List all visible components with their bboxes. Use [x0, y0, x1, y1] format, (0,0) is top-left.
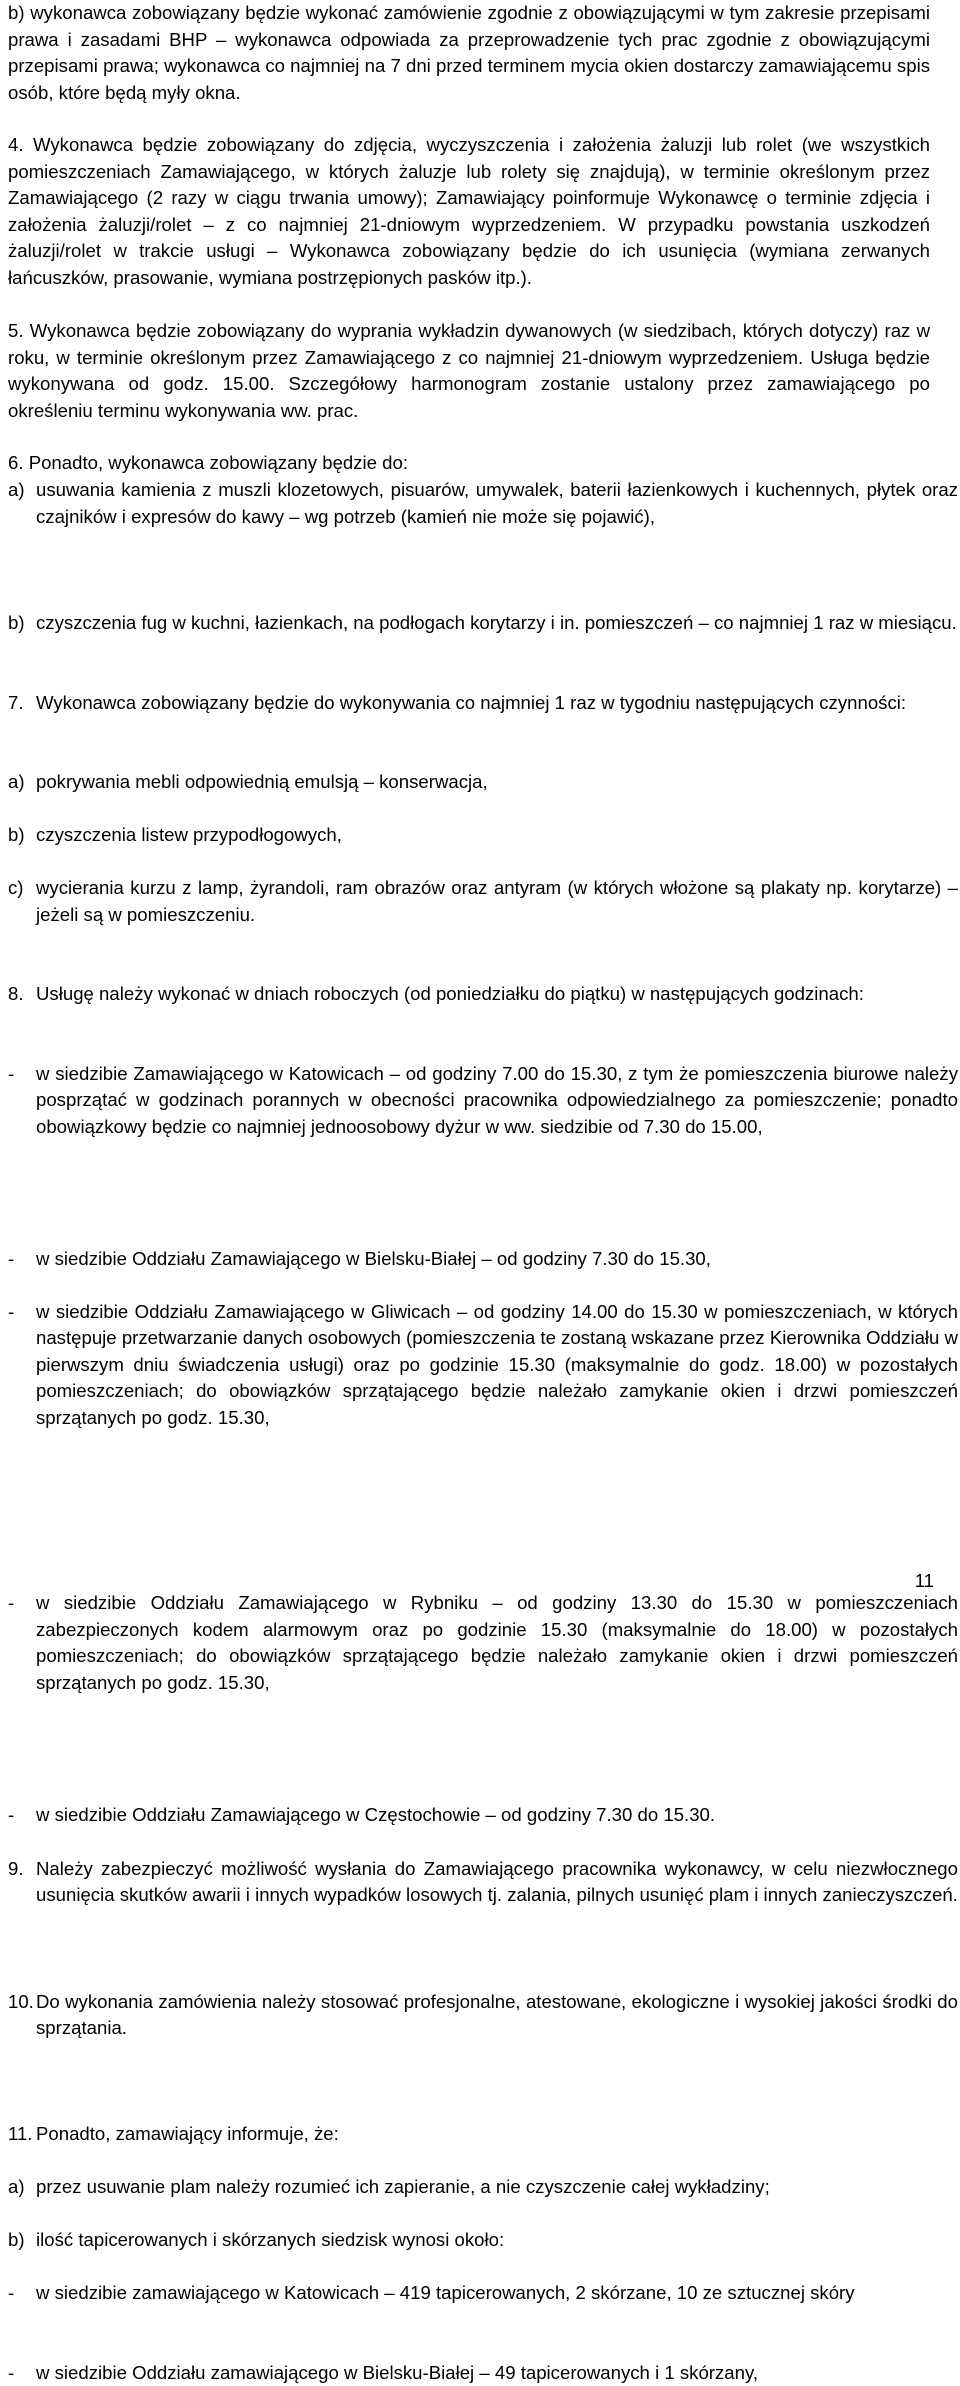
- item-text: Do wykonania zamówienia należy stosować profesjonalne, atestowane, ekologiczne i wysokiej jakości środki do sprzątania.: [36, 1989, 958, 2042]
- item-label: 6.: [8, 452, 24, 473]
- item-label: -: [8, 2280, 14, 2307]
- item-label: a): [8, 477, 25, 504]
- item-text: w siedzibie Oddziału Zamawiającego w Rybniku – od godziny 13.30 do 15.30 w pomieszczeniach zabezpieczonych kodem alarmowym oraz po godzinie 15.30 (maksymalnie do 18.00) w pozostałych pomieszczeniach; do obowiązków sprzątającego będzie należało zamykanie okien i drzwi pomieszczeń sprzątanych po godz. 15.30,: [36, 1590, 958, 1696]
- item-label: b): [8, 822, 25, 849]
- list-item-8-katowice: [8, 1061, 958, 1141]
- item-text: w siedzibie Zamawiającego w Katowicach – od godziny 7.00 do 15.30, z tym że pomieszczenia biurowe należy posprzątać w godzinach porannych w obecności pracownika odpowiedzialnego za pomieszczenie; ponadto obowiązkowy będzie co najmniej jednoosobowy dyżur w ww. siedzibie od 7.30 do 15.00,: [36, 1061, 958, 1141]
- item-label: -: [8, 1061, 14, 1088]
- paragraph-10: [8, 1989, 958, 2042]
- item-label: 11.: [8, 2121, 32, 2148]
- list-item-11-katowice: [8, 2280, 958, 2307]
- paragraph-6: [8, 450, 930, 477]
- item-text: przez usuwanie plam należy rozumieć ich zapieranie, a nie czyszczenie całej wykładziny;: [36, 2174, 958, 2201]
- item-text: Wykonawca zobowiązany będzie do wykonywania co najmniej 1 raz w tygodniu następujących czynności:: [36, 690, 958, 717]
- list-item-6a: [8, 477, 958, 530]
- item-text: Wykonawca będzie zobowiązany do zdjęcia, wyczyszczenia i założenia żaluzji lub rolet (we wszystkich pomieszczeniach Zamawiającego, w których żaluzje lub rolety się znajdują), w terminie określonym przez Zamawiającego (2 razy w ciągu trwania umowy); Zamawiający poinformuje Wykonawcę o terminie zdjęcia i założenia żaluzji/rolet – z co najmniej 21-dniowym wyprzedzeniem. W przypadku powstania uszkodzeń żaluzji/rolet w trakcie usługi – Wykonawca zobowiązany będzie do ich usunięcia (wymiana zerwanych łańcuszków, prasowanie, wymiana postrzępionych pasków itp.).: [8, 134, 930, 288]
- item-label: 9.: [8, 1856, 24, 1883]
- paragraph-9: [8, 1856, 958, 1909]
- item-label: 8.: [8, 981, 24, 1008]
- item-label: -: [8, 2360, 14, 2386]
- page-number: 11: [915, 1568, 934, 1595]
- list-item-8-czestochowa: [8, 1802, 958, 1829]
- paragraph-8: [8, 981, 958, 1008]
- list-item-6b: [8, 610, 958, 637]
- item-text: czyszczenia fug w kuchni, łazienkach, na podłogach korytarzy i in. pomieszczeń – co najmniej 1 raz w miesiącu.: [36, 610, 958, 637]
- item-label: b): [8, 2, 25, 23]
- paragraph-7: [8, 690, 958, 717]
- list-item-7c: [8, 875, 958, 928]
- item-label: -: [8, 1299, 14, 1326]
- item-label: c): [8, 875, 24, 902]
- item-label: a): [8, 2174, 25, 2201]
- item-label: -: [8, 1802, 14, 1829]
- paragraph-4: [8, 132, 930, 291]
- list-item-11a: [8, 2174, 958, 2201]
- item-label: 4.: [8, 134, 24, 155]
- item-text: Należy zabezpieczyć możliwość wysłania do Zamawiającego pracownika wykonawcy, w celu niezwłocznego usunięcia skutków awarii i innych wypadków losowych tj. zalania, pilnych usunięć plam i innych zanieczyszczeń.: [36, 1856, 958, 1909]
- item-text: Usługę należy wykonać w dniach roboczych (od poniedziałku do piątku) w następujących godzinach:: [36, 981, 958, 1008]
- item-text: w siedzibie Oddziału Zamawiającego w Częstochowie – od godziny 7.30 do 15.30.: [36, 1802, 958, 1829]
- item-text: w siedzibie Oddziału Zamawiającego w Gliwicach – od godziny 14.00 do 15.30 w pomieszczeniach, w których następuje przetwarzanie danych osobowych (pomieszczenia te zostaną wskazane przez Kierownika Oddziału w pierwszym dniu świadczenia usługi) oraz po godzinie 15.30 (maksymalnie do godz. 18.00) w pozostałych pomieszczeniach; do obowiązków sprzątającego będzie należało zamykanie okien i drzwi pomieszczeń sprzątanych po godz. 15.30,: [36, 1299, 958, 1432]
- item-label: b): [8, 2227, 25, 2254]
- item-text: wycierania kurzu z lamp, żyrandoli, ram obrazów oraz antyram (w których włożone są plakaty np. korytarze) – jeżeli są w pomieszczeniu.: [36, 875, 958, 928]
- list-item-8-rybnik: [8, 1590, 958, 1696]
- item-label: -: [8, 1590, 14, 1617]
- list-item-8-gliwice: [8, 1299, 958, 1432]
- paragraph-5: [8, 318, 930, 424]
- item-label: 10.: [8, 1989, 34, 2016]
- paragraph-11: [8, 2121, 958, 2148]
- item-text: ilość tapicerowanych i skórzanych siedzisk wynosi około:: [36, 2227, 958, 2254]
- item-text: wykonawca zobowiązany będzie wykonać zamówienie zgodnie z obowiązującymi w tym zakresie przepisami prawa i zasadami BHP – wykonawca odpowiada za przeprowadzenie tych prac zgodnie z obowiązującymi przepisami prawa; wykonawca co najmniej na 7 dni przed terminem mycia okien dostarczy zamawiającemu spis osób, które będą myły okna.: [8, 2, 930, 103]
- paragraph-b: [8, 0, 930, 106]
- item-label: 7.: [8, 690, 24, 717]
- item-text: usuwania kamienia z muszli klozetowych, pisuarów, umywalek, baterii łazienkowych i kuchennych, płytek oraz czajników i expresów do kawy – wg potrzeb (kamień nie może się pojawić),: [36, 477, 958, 530]
- list-item-11-bielsko: [8, 2360, 958, 2386]
- item-text: Ponadto, zamawiający informuje, że:: [36, 2121, 958, 2148]
- item-label: 5.: [8, 320, 24, 341]
- item-text: Wykonawca będzie zobowiązany do wyprania wykładzin dywanowych (w siedzibach, których dotyczy) raz w roku, w terminie określonym przez Zamawiającego z co najmniej 21-dniowym wyprzedzeniem. Usługa będzie wykonywana od godz. 15.00. Szczegółowy harmonogram zostanie ustalony przez zamawiającego po określeniu terminu wykonywania ww. prac.: [8, 320, 930, 421]
- item-text: czyszczenia listew przypodłogowych,: [36, 822, 958, 849]
- item-text: pokrywania mebli odpowiednią emulsją – konserwacja,: [36, 769, 958, 796]
- item-label: b): [8, 610, 25, 637]
- item-text: w siedzibie zamawiającego w Katowicach – 419 tapicerowanych, 2 skórzane, 10 ze sztucznej skóry: [36, 2280, 958, 2307]
- item-label: a): [8, 769, 25, 796]
- item-text: w siedzibie Oddziału zamawiającego w Bielsku-Białej – 49 tapicerowanych i 1 skórzany,: [36, 2360, 958, 2386]
- item-text: Ponadto, wykonawca zobowiązany będzie do:: [29, 452, 408, 473]
- list-item-11b: [8, 2227, 958, 2254]
- item-label: -: [8, 1246, 14, 1273]
- list-item-8-bielsko: [8, 1246, 958, 1273]
- list-item-7b: [8, 822, 958, 849]
- item-text: w siedzibie Oddziału Zamawiającego w Bielsku-Białej – od godziny 7.30 do 15.30,: [36, 1246, 958, 1273]
- list-item-7a: [8, 769, 958, 796]
